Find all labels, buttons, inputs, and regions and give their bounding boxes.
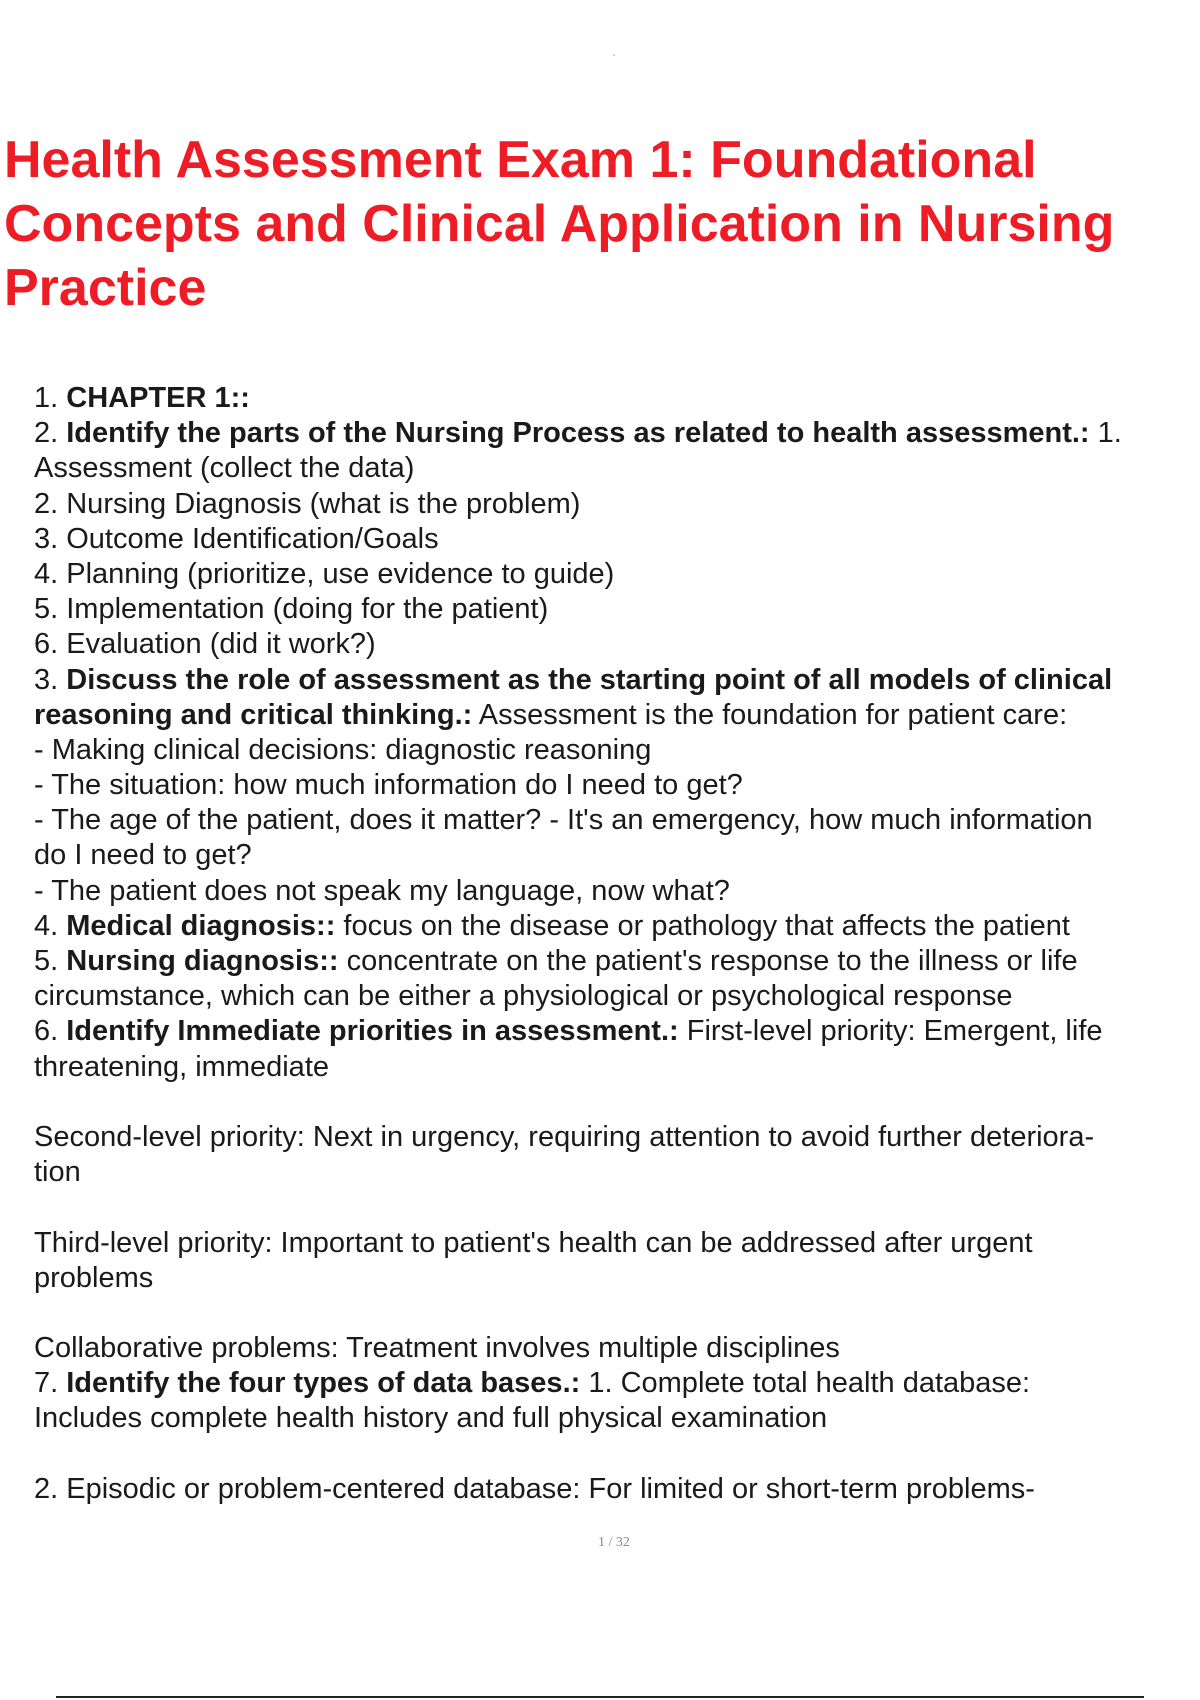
text-line xyxy=(34,874,1200,909)
question-heading: Identify Immediate priorities in assessment.: xyxy=(66,1015,679,1048)
question-heading: Discuss the role of assessment as the starting point of all models of clinical xyxy=(66,663,1113,696)
question-heading: Medical diagnosis:: xyxy=(66,909,336,942)
text-line xyxy=(34,487,1200,522)
blank-line xyxy=(34,1296,1200,1331)
blank-line xyxy=(34,1190,1200,1225)
text-line xyxy=(34,909,1200,944)
answer-text: 2. Nursing Diagnosis (what is the problem) xyxy=(34,487,581,520)
text-line xyxy=(34,1120,1200,1155)
text-line xyxy=(34,1155,1200,1190)
page-mark xyxy=(613,54,615,56)
text-line xyxy=(34,1014,1200,1049)
text-line xyxy=(34,944,1200,979)
answer-text: 5. Implementation (doing for the patient) xyxy=(34,593,549,626)
answer-text: tion xyxy=(34,1156,81,1189)
document-title: Health Assessment Exam 1: Foundational Concepts and Clinical Application in Nursing Practice xyxy=(4,131,1115,317)
answer-text: problems xyxy=(34,1261,154,1294)
item-number: 6. xyxy=(34,1015,67,1048)
text-line xyxy=(34,698,1200,733)
text-line xyxy=(34,838,1200,873)
answer-text: concentrate on the patient's response to the illness or life xyxy=(338,945,1078,977)
text-line xyxy=(34,1261,1200,1296)
text-line xyxy=(34,416,1200,451)
text-line xyxy=(34,592,1200,627)
answer-text: Assessment (collect the data) xyxy=(34,452,415,485)
blank-line xyxy=(34,1437,1200,1472)
text-line xyxy=(34,979,1200,1014)
item-number: 4. xyxy=(34,909,67,942)
item-number: 7. xyxy=(34,1367,67,1400)
question-heading: Identify the four types of data bases.: xyxy=(66,1367,581,1400)
item-number: 1. xyxy=(34,382,67,414)
text-line xyxy=(34,627,1200,662)
answer-text: - Making clinical decisions: diagnostic reasoning xyxy=(34,733,652,766)
answer-text: Collaborative problems: Treatment involves multiple disciplines xyxy=(34,1332,840,1365)
page-number: 1 / 32 xyxy=(598,1535,630,1550)
text-line xyxy=(34,1401,1200,1436)
answer-text: First-level priority: Emergent, life xyxy=(678,1015,1103,1048)
answer-text: Assessment is the foundation for patient care: xyxy=(472,698,1068,731)
answer-text: 1. Complete total health database: xyxy=(580,1367,1031,1400)
text-line xyxy=(34,557,1200,592)
text-line xyxy=(34,1050,1200,1085)
answer-text: - The situation: how much information do I need to get? xyxy=(34,769,743,802)
text-line xyxy=(34,1331,1200,1366)
question-heading: Nursing diagnosis:: xyxy=(66,945,339,977)
text-line xyxy=(34,451,1200,486)
item-number: 3. xyxy=(34,663,67,696)
blank-line xyxy=(34,1085,1200,1120)
question-heading: CHAPTER 1:: xyxy=(66,382,250,414)
text-line xyxy=(34,1472,1200,1507)
answer-text: Includes complete health history and full physical examination xyxy=(34,1402,828,1435)
item-number: 2. xyxy=(34,417,67,450)
answer-text: Second-level priority: Next in urgency, requiring attention to avoid further deteriora- xyxy=(34,1120,1095,1153)
document-body xyxy=(34,381,1200,1507)
text-line xyxy=(34,768,1200,803)
text-line xyxy=(34,733,1200,768)
question-heading: Identify the parts of the Nursing Process as related to health assessment.: xyxy=(66,417,1090,450)
text-line xyxy=(34,663,1200,698)
answer-text: 3. Outcome Identification/Goals xyxy=(34,522,439,555)
item-number: 5. xyxy=(34,945,67,977)
text-line xyxy=(34,522,1200,557)
text-line xyxy=(34,803,1200,838)
answer-text: - The patient does not speak my language, now what? xyxy=(34,874,730,907)
question-heading: reasoning and critical thinking.: xyxy=(34,698,473,731)
text-line xyxy=(34,1366,1200,1401)
answer-text: 4. Planning (prioritize, use evidence to guide) xyxy=(34,557,615,590)
answer-text: circumstance, which can be either a physiological or psychological response xyxy=(34,980,1013,1013)
text-line xyxy=(34,381,1200,416)
answer-text: threatening, immediate xyxy=(34,1050,329,1083)
answer-text: 6. Evaluation (did it work?) xyxy=(34,628,376,661)
answer-text: focus on the disease or pathology that affects the patient xyxy=(335,909,1070,942)
answer-text: 2. Episodic or problem-centered database: For limited or short-term problems- xyxy=(34,1472,1035,1505)
answer-text: do I need to get? xyxy=(34,839,252,872)
text-line xyxy=(34,1226,1200,1261)
answer-text: Third-level priority: Important to patient's health can be addressed after urgent xyxy=(34,1226,1033,1259)
answer-text: 1. xyxy=(1089,417,1122,450)
answer-text: - The age of the patient, does it matter? - It's an emergency, how much information xyxy=(34,804,1093,837)
page-bottom-rule xyxy=(56,1696,1144,1698)
